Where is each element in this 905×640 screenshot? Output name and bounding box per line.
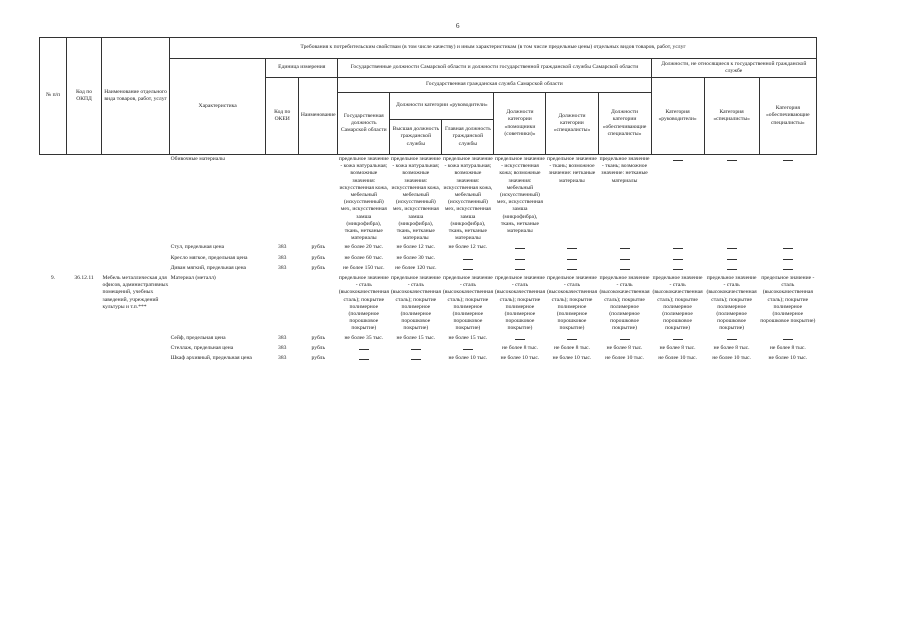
specialists-value: предельное значение - сталь (высококачественная сталь); покрытие полимерное (полимерное порошковое покрытие) <box>546 275 598 332</box>
unit-name: рубль <box>311 355 325 362</box>
chief-value: не более 12 тыс. <box>448 244 488 251</box>
dash <box>411 349 421 350</box>
okei-code: 383 <box>278 254 287 261</box>
unit-code-header: Код по ОКЕИ <box>266 78 299 155</box>
page-number: 6 <box>456 22 460 30</box>
okei-code: 383 <box>278 264 287 271</box>
dash <box>783 160 793 161</box>
unit-group-header: Единица измерения <box>266 59 338 78</box>
table-row <box>40 264 817 274</box>
requirements-table <box>39 37 817 364</box>
support-header: Должности категории «обеспечивающие специалисты» <box>598 93 651 155</box>
gov-value: предельное значение - сталь (высококачественная сталь); покрытие полимерное (полимерное порошковое покрытие) <box>338 275 389 332</box>
gov-value: не более 20 тыс. <box>344 244 384 251</box>
table-row <box>40 274 817 334</box>
characteristic-header: Характеристика <box>170 59 266 155</box>
dash <box>673 269 683 270</box>
characteristic-cell: Сейф, предельная цена <box>170 334 226 341</box>
cat-specialists-value: не более 10 тыс. <box>712 355 751 362</box>
support-value: предельное значение - сталь (высококачественная сталь); покрытие полимерное (полимерное порошковое покрытие) <box>599 275 650 332</box>
table-row <box>40 334 817 344</box>
unit-name: рубль <box>311 254 325 261</box>
unit-name: рубль <box>311 334 325 341</box>
cat-specialists-value: не более 8 тыс. <box>713 344 750 351</box>
dash <box>673 259 683 260</box>
dash <box>727 259 737 260</box>
col-name-header: Наименование отдельного вида товаров, работ, услуг <box>102 38 170 155</box>
dash <box>783 269 793 270</box>
advisers-value: предельное значение - искусственная кожа; возможные значения: мебельный (искусственный) мех, искусственная замша (микрофибра), ткань, нетканые материалы <box>495 156 545 235</box>
higher-value: предельное значение - сталь (высококачественная сталь); покрытие полимерное (полимерное порошковое покрытие) <box>390 275 441 332</box>
higher-value: не более 30 тыс. <box>396 254 436 261</box>
gov-value: не более 150 тыс. <box>343 264 385 271</box>
non-gov-header: Должности, не относящиеся к государственной гражданской службе <box>651 59 816 78</box>
dash <box>727 160 737 161</box>
dash <box>783 339 793 340</box>
gov-position-header: Государственная должность Самарской области <box>338 93 390 155</box>
cat-support-header: Категория «обеспечивающие специалисты» <box>759 78 816 155</box>
dash <box>783 259 793 260</box>
advisers-header: Должности категории «помощники (советники)» <box>494 93 546 155</box>
dash <box>673 248 683 249</box>
okei-code: 383 <box>278 334 287 341</box>
higher-header: Высшая должность гражданской службы <box>390 120 442 155</box>
dash <box>515 339 525 340</box>
support-value: предельное значение - ткань; возможное значение: нетканые материалы <box>599 156 650 184</box>
support-value: не более 8 тыс. <box>606 344 643 351</box>
advisers-value: не более 10 тыс. <box>500 355 540 362</box>
specialists-value: предельное значение - ткань; возможное значение: нетканые материалы <box>547 156 597 184</box>
cat-specialists-value: предельное значение - сталь (высококачественная сталь); покрытие полимерное (полимерное порошковое покрытие) <box>706 275 757 332</box>
cat-specialists-header: Категория «специалисты» <box>704 78 759 155</box>
higher-value: предельное значение - кожа натуральная; возможные значения: искусственная кожа, мебельный (искусственный) мех, искусственная замша (микрофибра), ткань, нетканые материалы <box>390 156 441 242</box>
dash <box>515 269 525 270</box>
dash <box>359 349 369 350</box>
table-row <box>40 344 817 354</box>
okei-code: 383 <box>278 344 287 351</box>
dash <box>463 349 473 350</box>
cat-support-value: предельное значение - сталь (высококачественная сталь); покрытие полимерное (полимерное порошковое покрытие) <box>760 275 816 325</box>
specialists-value: не более 8 тыс. <box>554 344 590 351</box>
dash <box>727 339 737 340</box>
gov-value: предельное значение - кожа натуральная; возможные значения: искусственная кожа, мебельный (искусственный) мех, искусственная замша (микрофибра), ткань, нетканые материалы <box>338 156 389 242</box>
specialists-header: Должности категории «специалисты» <box>546 93 598 155</box>
dash <box>567 248 577 249</box>
support-value: не более 10 тыс. <box>605 355 644 362</box>
okei-code: 383 <box>278 355 287 362</box>
dash <box>673 160 683 161</box>
dash <box>620 248 630 249</box>
higher-value: не более 12 тыс. <box>396 244 436 251</box>
cat-support-value: не более 10 тыс. <box>768 355 808 362</box>
characteristic-cell: Шкаф архивный, предельная цена <box>170 355 252 362</box>
cat-leaders-value: предельное значение - сталь (высококачественная сталь); покрытие полимерное (полимерное порошковое покрытие) <box>652 275 703 332</box>
unit-name-header: Наименование <box>299 78 338 155</box>
unit-name: рубль <box>311 344 325 351</box>
cat-leaders-value: не более 10 тыс. <box>658 355 697 362</box>
dash <box>620 269 630 270</box>
dash <box>783 248 793 249</box>
dash <box>567 269 577 270</box>
col-num-header: № п/п <box>40 38 67 155</box>
characteristic-cell: Стеллаж, предельная цена <box>170 344 234 351</box>
dash <box>463 259 473 260</box>
dash <box>411 359 421 360</box>
dash <box>620 339 630 340</box>
characteristic-cell: Стул, предельная цена <box>170 244 225 251</box>
dash <box>515 259 525 260</box>
civil-service-header: Государственная гражданская служба Самарской области <box>338 78 651 93</box>
chief-value: не более 10 тыс. <box>448 355 488 362</box>
row-number: 9. <box>50 275 56 282</box>
unit-name: рубль <box>311 264 325 271</box>
cat-support-value: не более 8 тыс. <box>769 344 806 351</box>
chief-value: предельное значение - сталь (высококачественная сталь); покрытие полимерное (полимерное порошковое покрытие) <box>442 275 494 332</box>
higher-value: не более 15 тыс. <box>396 334 436 341</box>
characteristic-cell: Обивочные материалы <box>170 156 225 162</box>
cat-leaders-header: Категория «руководители» <box>651 78 704 155</box>
dash <box>359 359 369 360</box>
table-row <box>40 155 817 244</box>
advisers-value: предельное значение - сталь (высококачественная сталь); покрытие полимерное (полимерное порошковое покрытие) <box>494 275 546 332</box>
item-name: Мебель металлическая для офисов, административных помещений, учебных заведений, учреждений культуры и т.п.*** <box>102 275 169 310</box>
cat-leaders-value: не более 8 тыс. <box>659 344 696 351</box>
okei-code: 383 <box>278 244 287 251</box>
table-row <box>40 254 817 264</box>
col-okpd-header: Код по ОКПД <box>67 38 102 155</box>
dash <box>673 339 683 340</box>
gov-value: не более 60 тыс. <box>344 254 384 261</box>
dash <box>620 259 630 260</box>
chief-header: Главная должность гражданской службы <box>442 120 494 155</box>
higher-value: не более 120 тыс. <box>395 264 437 271</box>
gov-posts-header: Государственные должности Самарской области и должности государственной гражданской службы Самарской области <box>338 59 651 78</box>
requirements-header: Требования к потребительским свойствам (в том числе качеству) и иным характеристикам (в том числе предельные цены) отдельных видов товаров, работ, услуг <box>170 38 817 59</box>
table-row <box>40 243 817 253</box>
unit-name: рубль <box>311 244 325 251</box>
characteristic-cell: Диван мягкий, предельная цена <box>170 264 247 271</box>
advisers-value: не более 8 тыс. <box>501 344 538 351</box>
gov-value: не более 35 тыс. <box>344 334 384 341</box>
dash <box>567 339 577 340</box>
characteristic-cell: Кресло мягкое, предельная цена <box>170 254 248 261</box>
characteristic-cell: Материал (металл) <box>170 275 216 282</box>
dash <box>727 269 737 270</box>
dash <box>567 259 577 260</box>
chief-value: не более 15 тыс. <box>448 334 488 341</box>
chief-value: предельное значение - кожа натуральная; возможные значения: искусственная кожа, мебельный (искусственный) мех, искусственная замша (микрофибра), ткань, нетканые материалы <box>442 156 493 242</box>
okpd-code: 36.12.11 <box>74 275 94 282</box>
leaders-header: Должности категории «руководители» <box>390 93 494 120</box>
dash <box>727 248 737 249</box>
table-row <box>40 354 817 364</box>
specialists-value: не более 10 тыс. <box>552 355 592 362</box>
dash <box>515 248 525 249</box>
dash <box>463 269 473 270</box>
